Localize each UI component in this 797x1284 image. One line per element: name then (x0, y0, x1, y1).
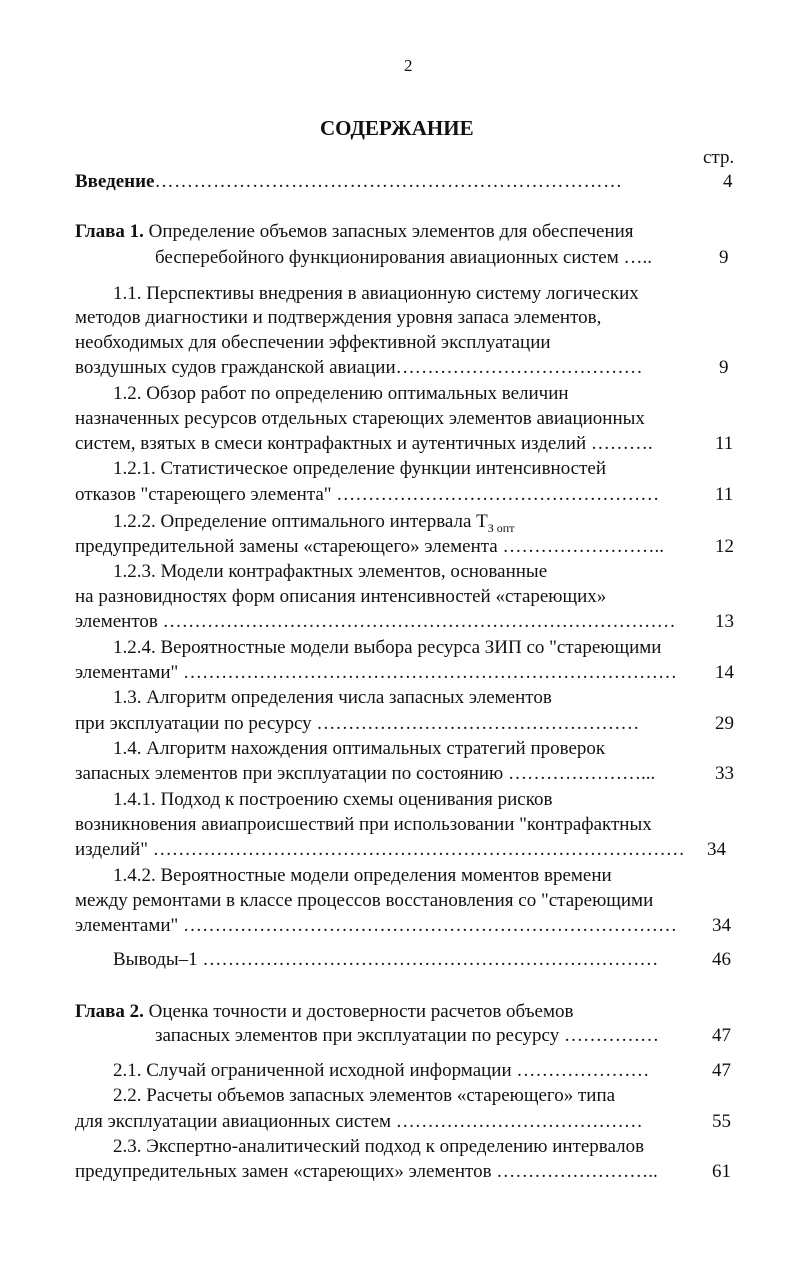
toc-section-1-2-3-page: 13 (715, 611, 734, 632)
chapter-1-title-cont: бесперебойного функционирования авиационных систем ….. (155, 247, 652, 268)
chapter-1-title: Определение объемов запасных элементов для обеспечения (143, 221, 634, 242)
toc-leader-dots: ……………………………………………………………… (154, 171, 623, 192)
toc-section-1-4-1-page: 34 (707, 839, 726, 860)
toc-section-1-2-line3: систем, взятых в смеси контрафактных и аутентичных изделий ………. (75, 433, 653, 454)
toc-section-1-4-2-line3: элементами" …………………………………………………………………… (75, 915, 678, 936)
toc-section-1-2-3[interactable]: 1.2.3. Модели контрафактных элементов, основанные (113, 561, 548, 582)
page-title: СОДЕРЖАНИЕ (320, 116, 474, 140)
toc-conclusions-1[interactable]: Выводы–1 ……………………………………………………………… (113, 949, 659, 970)
toc-section-1-2-4-page: 14 (715, 662, 734, 683)
toc-section-1-1[interactable]: 1.1. Перспективы внедрения в авиационную систему логических (113, 283, 639, 304)
toc-section-1-4-1-line3: изделий" ………………………………………………………………………… (75, 839, 685, 860)
toc-section-1-3-page: 29 (715, 713, 734, 734)
chapter-2-title: Оценка точности и достоверности расчетов объемов (143, 1001, 574, 1022)
toc-section-1-4-2[interactable]: 1.4.2. Вероятностные модели определения моментов времени (113, 865, 612, 886)
toc-section-2-2[interactable]: 2.2. Расчеты объемов запасных элементов «стареющего» типа (113, 1085, 616, 1106)
toc-entry-intro[interactable] (75, 170, 623, 194)
toc-section-1-2-page: 11 (715, 433, 734, 454)
toc-section-1-4-1-line2: возникновения авиапроисшествий при использовании "контрафактных (75, 814, 652, 835)
toc-conclusions-1-page: 46 (712, 949, 731, 970)
toc-section-2-1-page: 47 (712, 1060, 731, 1081)
toc-section-2-3-page: 61 (712, 1161, 731, 1182)
toc-section-1-2-1-line2: отказов "стареющего элемента" …………………………………………… (75, 484, 660, 505)
toc-section-1-4-2-line2: между ремонтами в классе процессов восстановления со "стареющими (75, 890, 654, 911)
chapter-2-page: 47 (712, 1025, 731, 1046)
toc-section-2-2-line2: для эксплуатации авиационных систем ………………………………… (75, 1111, 643, 1132)
page-column-header: стр. (703, 147, 735, 168)
toc-section-2-2-page: 55 (712, 1111, 731, 1132)
toc-intro-page: 4 (723, 171, 733, 192)
toc-section-1-2-2-subscript: З опт (487, 520, 515, 535)
toc-section-1-1-page: 9 (719, 357, 729, 378)
toc-section-1-2-2-text: 1.2.2. Определение оптимального интервала Т (113, 511, 488, 532)
toc-section-1-4-page: 33 (715, 763, 734, 784)
toc-section-1-4-2-page: 34 (712, 915, 731, 936)
toc-section-1-2-1[interactable]: 1.2.1. Статистическое определение функции интенсивностей (113, 458, 607, 479)
toc-section-1-2-4-line2: элементами" …………………………………………………………………… (75, 662, 678, 683)
toc-section-1-1-line4: воздушных судов гражданской авиации………………………………… (75, 357, 643, 378)
toc-section-1-4-1[interactable]: 1.4.1. Подход к построению схемы оценивания рисков (113, 789, 553, 810)
chapter-2-title-cont: запасных элементов при эксплуатации по ресурсу …………… (155, 1025, 659, 1046)
toc-section-1-4[interactable]: 1.4. Алгоритм нахождения оптимальных стратегий проверок (113, 738, 606, 759)
toc-section-1-2-line2: назначенных ресурсов отдельных стареющих элементов авиационных (75, 408, 645, 429)
toc-section-1-3-line2: при эксплуатации по ресурсу …………………………………………… (75, 713, 640, 734)
toc-section-1-3[interactable]: 1.3. Алгоритм определения числа запасных элементов (113, 687, 552, 708)
toc-section-1-4-line2: запасных элементов при эксплуатации по состоянию …………………... (75, 763, 656, 784)
toc-section-1-2-1-page: 11 (715, 484, 734, 505)
toc-section-1-2-2-page: 12 (715, 536, 734, 557)
toc-section-1-1-line2: методов диагностики и подтверждения уровня запаса элементов, (75, 307, 602, 328)
toc-section-2-3-line2: предупредительных замен «стареющих» элементов …………………….. (75, 1161, 658, 1182)
toc-section-2-3[interactable]: 2.3. Экспертно-аналитический подход к определению интервалов (113, 1136, 645, 1157)
toc-chapter-2[interactable] (75, 1000, 573, 1024)
toc-section-1-2-2-line2: предупредительной замены «стареющего» элемента …………………….. (75, 536, 664, 557)
toc-section-1-2-3-line3: элементов ……………………………………………………………………… (75, 611, 676, 632)
toc-section-2-1[interactable]: 2.1. Случай ограниченной исходной информации ………………… (113, 1060, 650, 1081)
toc-section-1-2-3-line2: на разновидностях форм описания интенсивностей «стареющих» (75, 586, 607, 607)
chapter-2-label: Глава 2. (75, 1001, 144, 1022)
toc-section-1-2[interactable]: 1.2. Обзор работ по определению оптимальных величин (113, 383, 569, 404)
chapter-1-label: Глава 1. (75, 221, 144, 242)
toc-section-1-1-line3: необходимых для обеспечении эффективной эксплуатации (75, 332, 551, 353)
chapter-1-page: 9 (719, 247, 729, 268)
toc-chapter-1[interactable] (75, 220, 634, 244)
page-number: 2 (404, 56, 413, 75)
toc-section-1-2-4[interactable]: 1.2.4. Вероятностные модели выбора ресурса ЗИП со "стареющими (113, 637, 662, 658)
toc-intro-label: Введение (75, 171, 155, 192)
